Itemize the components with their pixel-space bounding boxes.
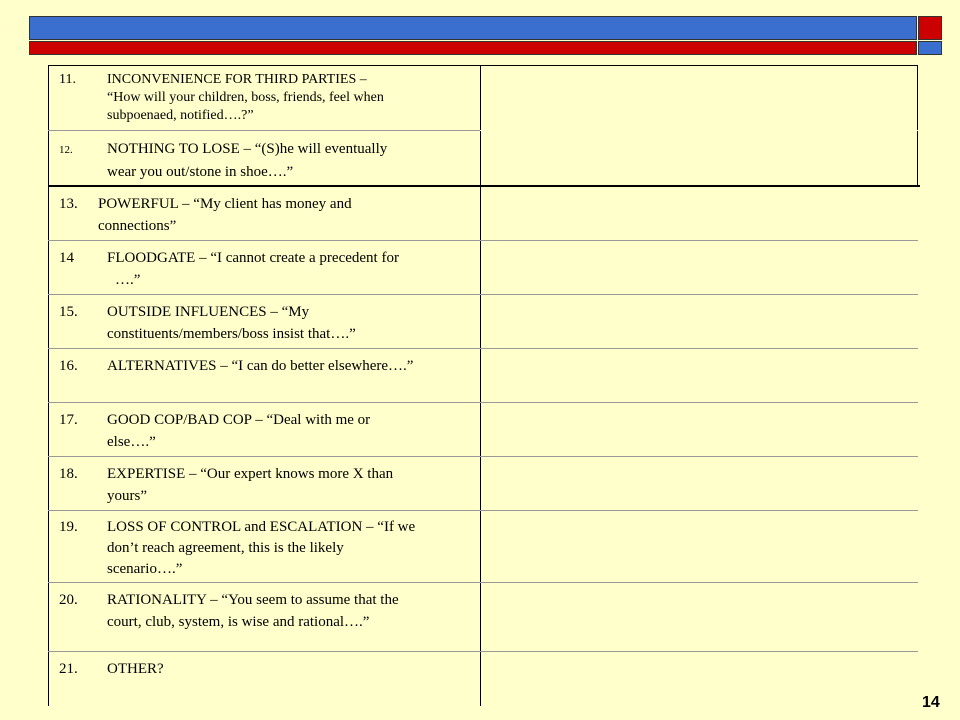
row-text (49, 65, 481, 130)
table-row (48, 241, 918, 294)
row-number: 21. (59, 661, 78, 677)
row-number: 18. (59, 466, 78, 482)
row-text-line: ….” (115, 272, 141, 288)
row-text-line: court, club, system, is wise and rational….” (107, 614, 370, 630)
row-number: 17. (59, 412, 78, 428)
header-bar-blue (29, 16, 917, 40)
row-text-line: constituents/members/boss insist that….” (107, 326, 356, 342)
row-number: 13. (59, 196, 78, 212)
response-cell[interactable] (481, 241, 918, 294)
response-cell[interactable] (481, 583, 918, 651)
row-title: POWERFUL – “My client has money and (98, 196, 352, 212)
row-text (49, 457, 481, 510)
row-text-line: don’t reach agreement, this is the likely (107, 540, 344, 556)
table-row (48, 187, 918, 240)
table-row (48, 65, 918, 130)
row-number: 16. (59, 358, 78, 374)
row-title: OUTSIDE INFLUENCES – “My (107, 304, 310, 320)
header-bar-red (29, 41, 917, 55)
row-text-line: else….” (107, 434, 156, 450)
response-cell[interactable] (481, 187, 918, 240)
row-title: INCONVENIENCE FOR THIRD PARTIES – (107, 72, 367, 87)
row-number: 19. (59, 519, 78, 535)
row-title: FLOODGATE – “I cannot create a precedent for (107, 250, 399, 266)
table-row (48, 295, 918, 348)
row-text (49, 403, 481, 456)
row-title: OTHER? (107, 661, 164, 677)
row-title: EXPERTISE – “Our expert knows more X than (107, 466, 394, 482)
table-row (48, 403, 918, 456)
row-text (49, 652, 481, 706)
row-text-line: connections” (98, 218, 177, 234)
row-text-line: “How will your children, boss, friends, feel when (107, 90, 384, 105)
row-text (49, 295, 481, 348)
table-row (48, 652, 918, 706)
row-text-line: scenario….” (107, 561, 183, 577)
response-cell[interactable] (481, 403, 918, 456)
response-cell[interactable] (481, 131, 917, 185)
row-number: 20. (59, 592, 78, 608)
page-number: 14 (922, 694, 940, 711)
response-cell[interactable] (481, 349, 918, 402)
table-row (48, 457, 918, 510)
row-text-line: yours” (107, 488, 147, 504)
tactics-table (48, 65, 918, 706)
table-row (48, 583, 918, 651)
response-cell[interactable] (481, 457, 918, 510)
header-square-red (918, 16, 942, 40)
row-number: 14 (59, 250, 74, 266)
row-title: LOSS OF CONTROL and ESCALATION – “If we (107, 519, 416, 535)
row-title: GOOD COP/BAD COP – “Deal with me or (107, 412, 371, 428)
row-title: NOTHING TO LOSE – “(S)he will eventually (107, 141, 388, 157)
response-cell[interactable] (481, 295, 918, 348)
row-text-line: wear you out/stone in shoe….” (107, 164, 294, 180)
row-text (49, 187, 481, 240)
response-cell[interactable] (481, 65, 917, 130)
response-cell[interactable] (481, 511, 918, 582)
row-text (49, 349, 481, 402)
row-number: 11. (59, 72, 76, 87)
table-row (48, 349, 918, 402)
row-text-line: subpoenaed, notified….?” (107, 108, 254, 123)
row-number: 15. (59, 304, 78, 320)
row-text (49, 583, 481, 651)
row-text (49, 241, 481, 294)
row-text (49, 511, 481, 582)
row-text (49, 131, 481, 185)
row-title: ALTERNATIVES – “I can do better elsewhere….” (107, 358, 414, 374)
response-cell[interactable] (481, 652, 918, 706)
table-row (48, 131, 918, 185)
row-number: 12. (59, 144, 73, 156)
table-row (48, 511, 918, 582)
header-square-blue (918, 41, 942, 55)
row-title: RATIONALITY – “You seem to assume that the (107, 592, 399, 608)
